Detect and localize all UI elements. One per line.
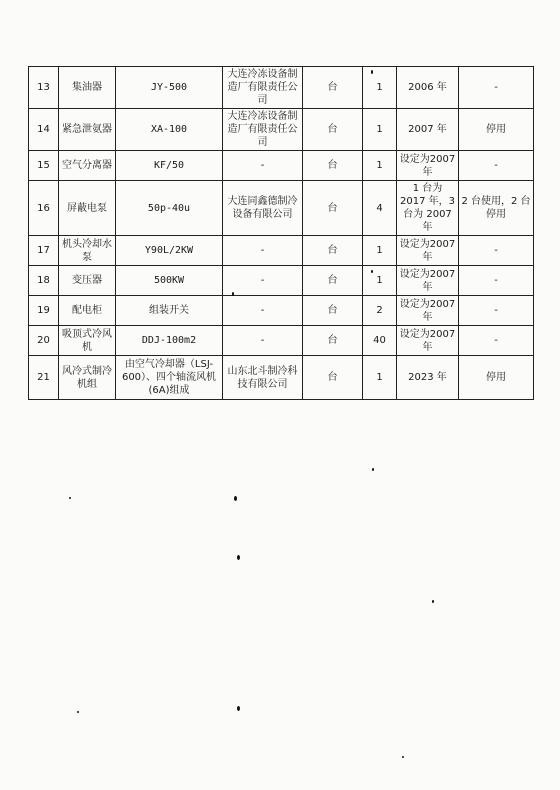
cell-qty: 2 (363, 296, 397, 326)
cell-model: Y90L/2KW (116, 236, 223, 266)
cell-note: - (459, 266, 534, 296)
cell-maker: - (223, 326, 303, 356)
cell-name: 风冷式制冷机组 (59, 356, 116, 400)
cell-note: 停用 (459, 356, 534, 400)
cell-name: 变压器 (59, 266, 116, 296)
cell-date: 2007 年 (397, 109, 459, 151)
cell-qty: 1 (363, 356, 397, 400)
cell-maker: 大连冷冻设备制造厂有限责任公司 (223, 109, 303, 151)
cell-no: 18 (29, 266, 59, 296)
cell-no: 21 (29, 356, 59, 400)
scan-speck (371, 70, 373, 74)
cell-qty: 1 (363, 67, 397, 109)
cell-qty: 1 (363, 236, 397, 266)
table-row (29, 151, 534, 181)
cell-qty: 40 (363, 326, 397, 356)
cell-maker: - (223, 266, 303, 296)
cell-unit: 台 (303, 296, 363, 326)
cell-date: 设定为2007 年 (397, 266, 459, 296)
cell-maker: - (223, 296, 303, 326)
equipment-table (28, 66, 534, 400)
scan-speck (237, 706, 240, 711)
cell-note: - (459, 67, 534, 109)
cell-no: 19 (29, 296, 59, 326)
scan-speck (432, 600, 434, 603)
cell-unit: 台 (303, 151, 363, 181)
table-row (29, 296, 534, 326)
table-row (29, 266, 534, 296)
cell-maker: 大连同鑫德制冷设备有限公司 (223, 181, 303, 236)
cell-model: KF/50 (116, 151, 223, 181)
cell-no: 15 (29, 151, 59, 181)
cell-maker: 山东北斗制冷科技有限公司 (223, 356, 303, 400)
cell-name: 吸顶式冷风机 (59, 326, 116, 356)
cell-name: 机头冷却水泵 (59, 236, 116, 266)
scan-speck (372, 468, 374, 471)
cell-unit: 台 (303, 356, 363, 400)
cell-model: DDJ-100m2 (116, 326, 223, 356)
cell-unit: 台 (303, 109, 363, 151)
cell-date: 2006 年 (397, 67, 459, 109)
scan-speck (402, 756, 404, 758)
table-row (29, 181, 534, 236)
cell-qty: 1 (363, 151, 397, 181)
cell-maker: 大连冷冻设备制造厂有限责任公司 (223, 67, 303, 109)
cell-name: 配电柜 (59, 296, 116, 326)
cell-maker: - (223, 151, 303, 181)
table-row (29, 326, 534, 356)
cell-model: 500KW (116, 266, 223, 296)
cell-model: JY-500 (116, 67, 223, 109)
cell-qty: 1 (363, 266, 397, 296)
cell-date: 1 台为 2017 年，3 台为 2007 年 (397, 181, 459, 236)
scan-speck (69, 497, 71, 499)
cell-name: 空气分离器 (59, 151, 116, 181)
scan-speck (371, 270, 373, 273)
cell-name: 屏蔽电泵 (59, 181, 116, 236)
cell-model: 50p-40u (116, 181, 223, 236)
cell-qty: 4 (363, 181, 397, 236)
cell-no: 17 (29, 236, 59, 266)
cell-name: 集油器 (59, 67, 116, 109)
cell-note: 停用 (459, 109, 534, 151)
cell-name: 紧急泄氨器 (59, 109, 116, 151)
cell-note: - (459, 296, 534, 326)
cell-note: - (459, 151, 534, 181)
scan-speck (234, 496, 237, 501)
scan-speck (232, 292, 234, 296)
cell-model: 组装开关 (116, 296, 223, 326)
cell-date: 设定为2007 年 (397, 326, 459, 356)
cell-no: 16 (29, 181, 59, 236)
cell-model: 由空气冷却器（LSJ-600）、四个轴流风机(6A)组成 (116, 356, 223, 400)
cell-date: 设定为2007 年 (397, 236, 459, 266)
cell-note: - (459, 236, 534, 266)
cell-unit: 台 (303, 67, 363, 109)
cell-unit: 台 (303, 236, 363, 266)
table-row (29, 67, 534, 109)
cell-maker: - (223, 236, 303, 266)
cell-no: 20 (29, 326, 59, 356)
cell-qty: 1 (363, 109, 397, 151)
table-row (29, 356, 534, 400)
cell-no: 14 (29, 109, 59, 151)
cell-unit: 台 (303, 181, 363, 236)
scan-speck (237, 555, 240, 560)
cell-unit: 台 (303, 326, 363, 356)
cell-unit: 台 (303, 266, 363, 296)
table-row (29, 236, 534, 266)
scan-speck (77, 711, 79, 713)
cell-note: - (459, 326, 534, 356)
cell-no: 13 (29, 67, 59, 109)
cell-note: 2 台使用，2 台停用 (459, 181, 534, 236)
table-row (29, 109, 534, 151)
cell-date: 2023 年 (397, 356, 459, 400)
cell-model: XA-100 (116, 109, 223, 151)
cell-date: 设定为2007 年 (397, 151, 459, 181)
cell-date: 设定为2007 年 (397, 296, 459, 326)
